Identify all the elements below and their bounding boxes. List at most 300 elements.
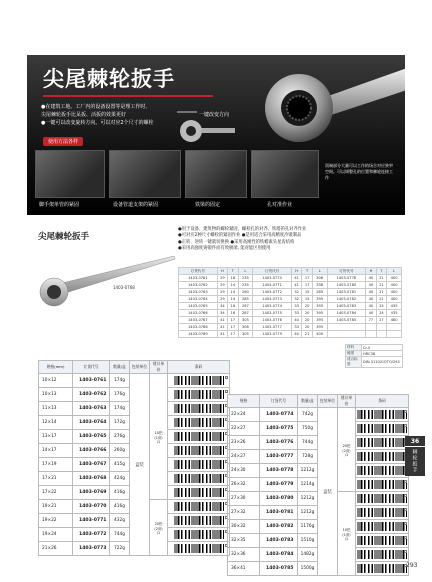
pack-unit-cell: 10把 (1套) /1 [150, 374, 168, 500]
barcode-icon [357, 494, 407, 503]
checkbox[interactable] [404, 480, 407, 483]
part-label: 1403-0768 [113, 285, 135, 290]
feature-line: 尖尾棘轮扳手比呆扳、活扳的效果更好 [41, 112, 127, 118]
barcode-icon [357, 424, 407, 433]
spec-cell: 1403-0766 [179, 310, 218, 317]
barcode-icon [357, 466, 407, 475]
barcode-icon [174, 446, 224, 455]
barcode-icon [357, 480, 407, 489]
barcode-cell [356, 492, 409, 506]
size-cell: 22×24 [228, 408, 260, 422]
size-cell: 17×22 [39, 486, 73, 500]
barcode-icon [357, 438, 407, 447]
size-cell: 23×26 [228, 436, 260, 450]
spec-col-header: 订货代号 [327, 268, 366, 275]
weight-cell: 728g [298, 450, 318, 464]
usage-photo-2 [109, 150, 181, 198]
spec-cell: 1403-0776 [253, 317, 292, 324]
weight-cell: 176g [110, 388, 130, 402]
spec-cell: 260 [238, 289, 253, 296]
spec-cell: 1403-0764 [179, 296, 218, 303]
spec-cell: 40 [291, 331, 301, 338]
barcode-cell [168, 528, 230, 542]
spec-cell: 32 [291, 289, 301, 296]
checkbox[interactable] [404, 550, 407, 553]
size-cell: 10×12 [39, 374, 73, 388]
spec-cell: 235 [238, 282, 253, 289]
weight-cell: 742g [298, 408, 318, 422]
barcode-cell [168, 472, 230, 486]
spec-cell: 33 [291, 324, 301, 331]
size-cell: 26×32 [228, 478, 260, 492]
order-code-cell: 1403-0773 [73, 542, 110, 556]
spec-cell: 395 [312, 310, 327, 317]
spec-row [179, 289, 402, 296]
spec-cell: 41 [291, 282, 301, 289]
col-header: 条码 [356, 395, 409, 408]
barcode-icon [357, 522, 407, 531]
spec-cell: 21 [376, 275, 386, 282]
checkbox[interactable] [404, 410, 407, 413]
spec-cell [376, 324, 386, 331]
checkbox[interactable] [404, 536, 407, 539]
material-value: Cr-V [362, 345, 403, 351]
barcode-cell [168, 486, 230, 500]
arrow-icon [177, 107, 199, 117]
right-note: 顶端部分大量可以工作的场合对应狭窄空间。可以调整孔的位置和棘轮连接工作 [325, 163, 393, 180]
order-code-cell: 1403-0776 [260, 436, 298, 450]
weight-cell: 750g [298, 422, 318, 436]
col-header: 条码 [168, 361, 230, 374]
material-key: 硬度 [346, 351, 362, 357]
barcode-cell [356, 450, 409, 464]
barcode-icon [174, 418, 224, 427]
weight-cell: 174g [110, 402, 130, 416]
order-code-cell: 1403-0766 [73, 444, 110, 458]
barcode-icon [357, 536, 407, 545]
spec-cell: 40 [366, 303, 376, 310]
spec-cell: 1403-0771 [253, 282, 292, 289]
barcode-cell [168, 416, 230, 430]
order-code-cell: 1403-0784 [260, 548, 298, 562]
barcode-icon [357, 550, 407, 559]
checkbox[interactable] [225, 390, 228, 393]
spec-cell: 34 [217, 303, 227, 310]
spec-cell: 17 [302, 275, 312, 282]
barcode-icon [174, 516, 224, 525]
barcode-icon [174, 432, 224, 441]
spec-cell: 17 [302, 282, 312, 289]
bullet: ●用于设备、建筑物的螺栓紧固、螺栓孔的对齐、铁塔的孔对齐作业 [178, 227, 307, 232]
spec-cell: 305 [238, 317, 253, 324]
spec-cell: 21 [302, 331, 312, 338]
barcode-cell [168, 514, 230, 528]
spec-cell [366, 331, 376, 338]
spec-row [179, 324, 402, 331]
col-header: 建议单价 [338, 395, 356, 408]
order-code-cell: 1403-0768 [73, 472, 110, 486]
pack-unit-cell: 20把 (2套) /1 [150, 500, 168, 556]
col-header: 建议单价 [150, 361, 168, 374]
barcode-cell [356, 520, 409, 534]
barcode-cell [168, 402, 230, 416]
pack-type-cell: 盒装 [130, 374, 150, 556]
spec-cell: 24 [376, 310, 386, 317]
col-header: 规格 [228, 395, 260, 408]
spec-cell: 1403-0782 [327, 296, 366, 303]
spec-cell: 29 [217, 289, 227, 296]
spec-cell: 435 [387, 303, 402, 310]
checkbox[interactable] [404, 508, 407, 511]
size-cell: 27×32 [228, 506, 260, 520]
weight-cell: 1500g [298, 562, 318, 576]
spec-cell: 287 [238, 310, 253, 317]
material-key: 适合标准 [346, 357, 362, 368]
table-row [228, 408, 409, 422]
spec-cell: 1403-0781 [327, 289, 366, 296]
spec-cell: 14 [228, 282, 238, 289]
spec-col-header: H [291, 268, 301, 275]
spec-cell: 20 [302, 324, 312, 331]
order-code-cell: 1403-0765 [73, 430, 110, 444]
order-code-cell: 1403-0761 [73, 374, 110, 388]
spec-cell: 14 [228, 296, 238, 303]
col-header: 规格(mm) [39, 361, 73, 374]
spec-cell: 1403-0765 [179, 303, 218, 310]
order-code-cell: 1403-0764 [73, 416, 110, 430]
weight-cell: 1510g [298, 534, 318, 548]
weight-cell: 1212g [298, 492, 318, 506]
spec-cell [327, 331, 366, 338]
spec-cell: 17 [228, 317, 238, 324]
usage-photo-4 [251, 150, 319, 198]
size-cell: 17×19 [39, 458, 73, 472]
spec-cell: 305 [238, 331, 253, 338]
spec-cell: 1403-0763 [179, 289, 218, 296]
barcode-cell [356, 408, 409, 422]
spec-cell: 41 [217, 331, 227, 338]
order-code-cell: 1403-0780 [260, 492, 298, 506]
spec-cell: 16 [228, 303, 238, 310]
barcode-icon [174, 404, 224, 413]
table-row [39, 374, 230, 388]
spec-cell: 1403-0785 [327, 317, 366, 324]
weight-cell: 260g [110, 444, 130, 458]
barcode-cell [356, 464, 409, 478]
order-code-cell: 1403-0770 [73, 500, 110, 514]
size-cell: 13×17 [39, 430, 73, 444]
page-number: 293 [406, 562, 418, 569]
spec-cell: 1403-0784 [327, 310, 366, 317]
spec-cell: 395 [312, 324, 327, 331]
spec-cell: 285 [312, 289, 327, 296]
spec-col-header: 订货代号 [179, 268, 218, 275]
spec-cell: 400 [387, 275, 402, 282]
spec-cell: 40 [366, 296, 376, 303]
weight-cell: 415g [110, 458, 130, 472]
weight-cell: 424g [110, 472, 130, 486]
spec-cell: 29 [217, 296, 227, 303]
spec-cell: 33 [291, 310, 301, 317]
section-label: 棘轮扳手 [411, 449, 418, 473]
barcode-icon [357, 452, 407, 461]
spec-cell: 20 [302, 310, 312, 317]
barcode-icon [174, 390, 224, 399]
size-cell: 32×35 [228, 534, 260, 548]
order-code-cell: 1403-0779 [260, 478, 298, 492]
barcode-cell [356, 478, 409, 492]
spec-cell: 1403-0777 [253, 324, 292, 331]
spec-cell: 27 [376, 317, 386, 324]
spec-cell: 20 [302, 317, 312, 324]
spec-cell: 308 [312, 275, 327, 282]
spec-cell: 1403-0768 [179, 324, 218, 331]
spec-cell: 40 [291, 317, 301, 324]
caption: 脚手架单管的紧固 [39, 202, 80, 208]
spec-row [179, 275, 402, 282]
order-code-cell: 1403-0769 [73, 486, 110, 500]
checkbox[interactable] [404, 424, 407, 427]
spec-row [179, 310, 402, 317]
checkbox[interactable] [404, 522, 407, 525]
barcode-icon [174, 544, 224, 553]
caption: 铁梁的固定 [195, 202, 221, 208]
spec-cell: 1403-0762 [179, 282, 218, 289]
spec-col-header: 订货代号 [253, 268, 292, 275]
spec-cell: 17 [228, 324, 238, 331]
small-wrench-icon [177, 117, 237, 145]
spec-cell: 287 [238, 303, 253, 310]
weight-cell: 174g [110, 374, 130, 388]
barcode-cell [356, 422, 409, 436]
size-cell: 36×41 [228, 562, 260, 576]
ratchet-wrench-image [247, 60, 405, 155]
spec-row [179, 303, 402, 310]
size-cell: 19×22 [39, 514, 73, 528]
spec-cell: 16 [228, 310, 238, 317]
spec-col-header: T [376, 268, 386, 275]
col-header: 订货代号 [260, 395, 298, 408]
order-code-cell: 1403-0775 [260, 422, 298, 436]
product-wrench-image [36, 248, 176, 310]
order-code-cell: 1403-0762 [73, 388, 110, 402]
spec-cell [387, 324, 402, 331]
barcode-cell [356, 436, 409, 450]
barcode-cell [168, 430, 230, 444]
weight-cell: 744g [110, 528, 130, 542]
spec-cell [366, 324, 376, 331]
spec-cell: 395 [312, 317, 327, 324]
weight-cell: 276g [110, 430, 130, 444]
size-cell: 30×32 [228, 520, 260, 534]
spec-col-header: L [312, 268, 327, 275]
section-tab [405, 436, 425, 476]
checkbox[interactable] [404, 494, 407, 497]
spec-cell: 21 [376, 289, 386, 296]
spec-cell: 1403-0761 [179, 275, 218, 282]
spec-cell: 40 [366, 282, 376, 289]
spec-cell: 41 [217, 324, 227, 331]
product-bullets [178, 227, 306, 252]
spec-cell: 1403-0780 [327, 282, 366, 289]
barcode-icon [174, 460, 224, 469]
weight-cell: 416g [110, 486, 130, 500]
size-cell: 19×21 [39, 500, 73, 514]
spec-cell: 40 [366, 310, 376, 317]
spec-cell: 14 [228, 289, 238, 296]
spec-cell: 40 [366, 289, 376, 296]
banner-title: 尖尾棘轮扳手 [43, 67, 175, 91]
spec-cell: 77 [366, 317, 376, 324]
spec-cell: 1403-0770 [253, 275, 292, 282]
size-cell: 22×27 [228, 422, 260, 436]
spec-cell: 34 [217, 310, 227, 317]
spec-cell: 435 [387, 310, 402, 317]
barcode-icon [357, 410, 407, 419]
spec-cell: 1403-0773 [253, 296, 292, 303]
usage-photo-1 [35, 150, 105, 198]
howto-badge: 使用方法各样 [43, 137, 83, 146]
spec-cell: 1403-0767 [179, 317, 218, 324]
weight-cell: 1214g [298, 478, 318, 492]
size-cell: 21×26 [39, 542, 73, 556]
spec-cell: 41 [291, 275, 301, 282]
barcode-cell [168, 500, 230, 514]
spec-cell: 15 [302, 296, 312, 303]
spec-col-header: H [217, 268, 227, 275]
spec-cell: 285 [238, 296, 253, 303]
spec-cell [376, 331, 386, 338]
spec-cell: 1403-0783 [327, 303, 366, 310]
barcode-cell [356, 534, 409, 548]
spec-cell: 1403-0779 [253, 331, 292, 338]
spec-cell [327, 324, 366, 331]
order-code-cell: 1403-0781 [260, 506, 298, 520]
spec-cell: 32 [291, 296, 301, 303]
spec-col-header: H [366, 268, 376, 275]
barcode-icon [357, 564, 407, 573]
barcode-cell [356, 506, 409, 520]
spec-cell: 480 [387, 317, 402, 324]
pack-type-cell: 盒装 [318, 408, 338, 576]
material-key: 材料 [346, 345, 362, 351]
spec-row [179, 296, 402, 303]
spec-cell: 20 [302, 303, 312, 310]
order-code-cell: 1403-0767 [73, 458, 110, 472]
spec-cell: 308 [238, 324, 253, 331]
col-header: 数量/盒 [110, 361, 130, 374]
weight-cell: 722g [110, 542, 130, 556]
hero-banner [27, 55, 405, 215]
left-product-table [38, 360, 230, 556]
spec-cell: 1403-0774 [253, 303, 292, 310]
order-code-cell: 1403-0777 [260, 450, 298, 464]
barcode-cell [168, 444, 230, 458]
spec-col-header: L [387, 268, 402, 275]
spec-table [178, 267, 402, 338]
spec-col-header: L [238, 268, 253, 275]
barcode-icon [174, 488, 224, 497]
material-table [345, 344, 403, 368]
spec-cell: 17 [228, 331, 238, 338]
spec-cell: 18 [228, 275, 238, 282]
spec-cell: 24 [376, 303, 386, 310]
bullet: ●正转、逆转一键就切换换 ●采用高刚性的铁蜡素头星齿结构 [178, 239, 295, 245]
spec-cell: 338 [312, 282, 327, 289]
size-cell: 19×24 [39, 528, 73, 542]
order-code-cell: 1403-0771 [73, 514, 110, 528]
size-cell: 11×13 [39, 402, 73, 416]
weight-cell: 416g [110, 500, 130, 514]
weight-cell: 432g [110, 514, 130, 528]
barcode-icon [174, 502, 224, 511]
spec-cell: 400 [312, 331, 327, 338]
checkbox[interactable] [225, 376, 228, 379]
col-header: 数量/盒 [298, 395, 318, 408]
banner-features [41, 103, 181, 127]
weight-cell: 1176g [298, 520, 318, 534]
barcode-cell [168, 458, 230, 472]
size-cell: 24×27 [228, 450, 260, 464]
weight-cell: 1482g [298, 548, 318, 562]
order-code-cell: 1403-0774 [260, 408, 298, 422]
size-cell: 14×17 [39, 444, 73, 458]
spec-header-row [179, 268, 402, 275]
col-header: 包装单位 [130, 361, 150, 374]
barcode-cell [168, 542, 230, 556]
spec-row [179, 317, 402, 324]
table-header-row [228, 395, 409, 408]
feature-line: ●在建筑工地、工厂内的设备设置等是理工作时, [41, 104, 147, 110]
spec-cell: 1403-0772 [253, 289, 292, 296]
col-header: 包装单位 [318, 395, 338, 408]
spec-cell: 21 [376, 296, 386, 303]
table-header-row [39, 361, 230, 374]
section-number: 36 [405, 438, 425, 447]
spec-row [179, 331, 402, 338]
caption: 孔对准作业 [267, 202, 293, 208]
size-cell: 27×30 [228, 492, 260, 506]
right-product-table [227, 394, 409, 576]
order-code-cell: 1403-0782 [260, 520, 298, 534]
caption: 设备管道支架的紧固 [113, 202, 159, 208]
size-cell: 24×30 [228, 464, 260, 478]
order-code-cell: 1403-0785 [260, 562, 298, 576]
spec-cell: 400 [387, 289, 402, 296]
spec-cell: 41 [217, 317, 227, 324]
barcode-icon [174, 376, 224, 385]
weight-cell: 172g [110, 416, 130, 430]
size-cell: 12×14 [39, 416, 73, 430]
barcode-icon [174, 474, 224, 483]
spec-cell [387, 331, 402, 338]
spec-cell: 40 [366, 275, 376, 282]
pack-unit-cell: 10把 (1套) /1 [338, 492, 356, 576]
weight-cell: 744g [298, 436, 318, 450]
weight-cell: 1212g [298, 464, 318, 478]
barcode-cell [168, 374, 230, 388]
spec-cell: 1403-0778 [327, 275, 366, 282]
barcode-cell [356, 548, 409, 562]
spec-col-header: T [228, 268, 238, 275]
pack-unit-cell: 20把 (2套) /1 [338, 408, 356, 492]
barcode-cell [168, 388, 230, 402]
spec-cell: 395 [312, 303, 327, 310]
feature-line: ●一键可以改变旋转方向。可以对应2个尺寸的螺栓 [41, 120, 154, 126]
material-value: HRC38 [362, 351, 403, 357]
title-underline [43, 95, 213, 97]
weight-cell: 1212g [298, 506, 318, 520]
